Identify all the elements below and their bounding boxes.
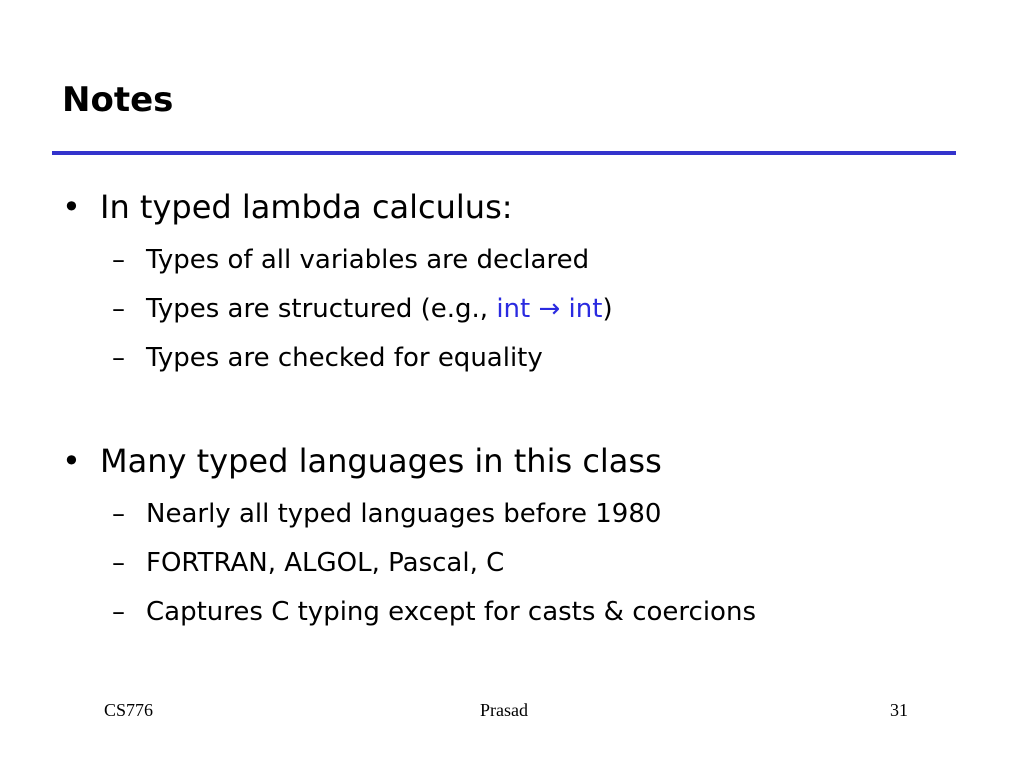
sub-dash: – [112,294,125,324]
sub-bullet-2-3-text: Captures C typing except for casts & coercions [146,597,756,627]
sub-bullet-1-2-prefix: Types are structured (e.g., [146,294,497,324]
bullet-2-text: Many typed languages in this class [100,442,662,480]
sub-dash: – [112,597,125,627]
sub-bullet-1-1-text: Types of all variables are declared [146,245,590,275]
sub-dash: – [112,499,125,529]
bullet-dot: • [62,442,81,480]
sub-bullet-1-1 [112,245,589,275]
type-int-1: int [496,294,531,324]
arrow-icon: → [538,294,561,324]
sub-bullet-2-1 [112,499,661,529]
bullet-2 [62,442,662,480]
title-divider [52,151,956,155]
footer-author: Prasad [480,700,528,720]
sub-bullet-1-3 [112,343,543,373]
sub-bullet-2-2 [112,548,504,578]
footer-page-number: 31 [890,700,908,720]
sub-bullet-2-2-text: FORTRAN, ALGOL, Pascal, C [146,548,505,578]
sub-bullet-1-3-text: Types are checked for equality [146,343,543,373]
type-int-2: int [568,294,603,324]
sub-bullet-1-2-suffix: ) [602,294,613,324]
sub-bullet-2-3 [112,597,756,627]
sub-bullet-2-1-text: Nearly all typed languages before 1980 [146,499,662,529]
sub-dash: – [112,245,125,275]
bullet-1 [62,188,513,226]
sub-dash: – [112,343,125,373]
bullet-dot: • [62,188,81,226]
sub-bullet-1-2 [112,294,613,324]
sub-dash: – [112,548,125,578]
slide-title: Notes [62,80,174,120]
footer-course: CS776 [104,700,154,720]
bullet-1-text: In typed lambda calculus: [100,188,513,226]
